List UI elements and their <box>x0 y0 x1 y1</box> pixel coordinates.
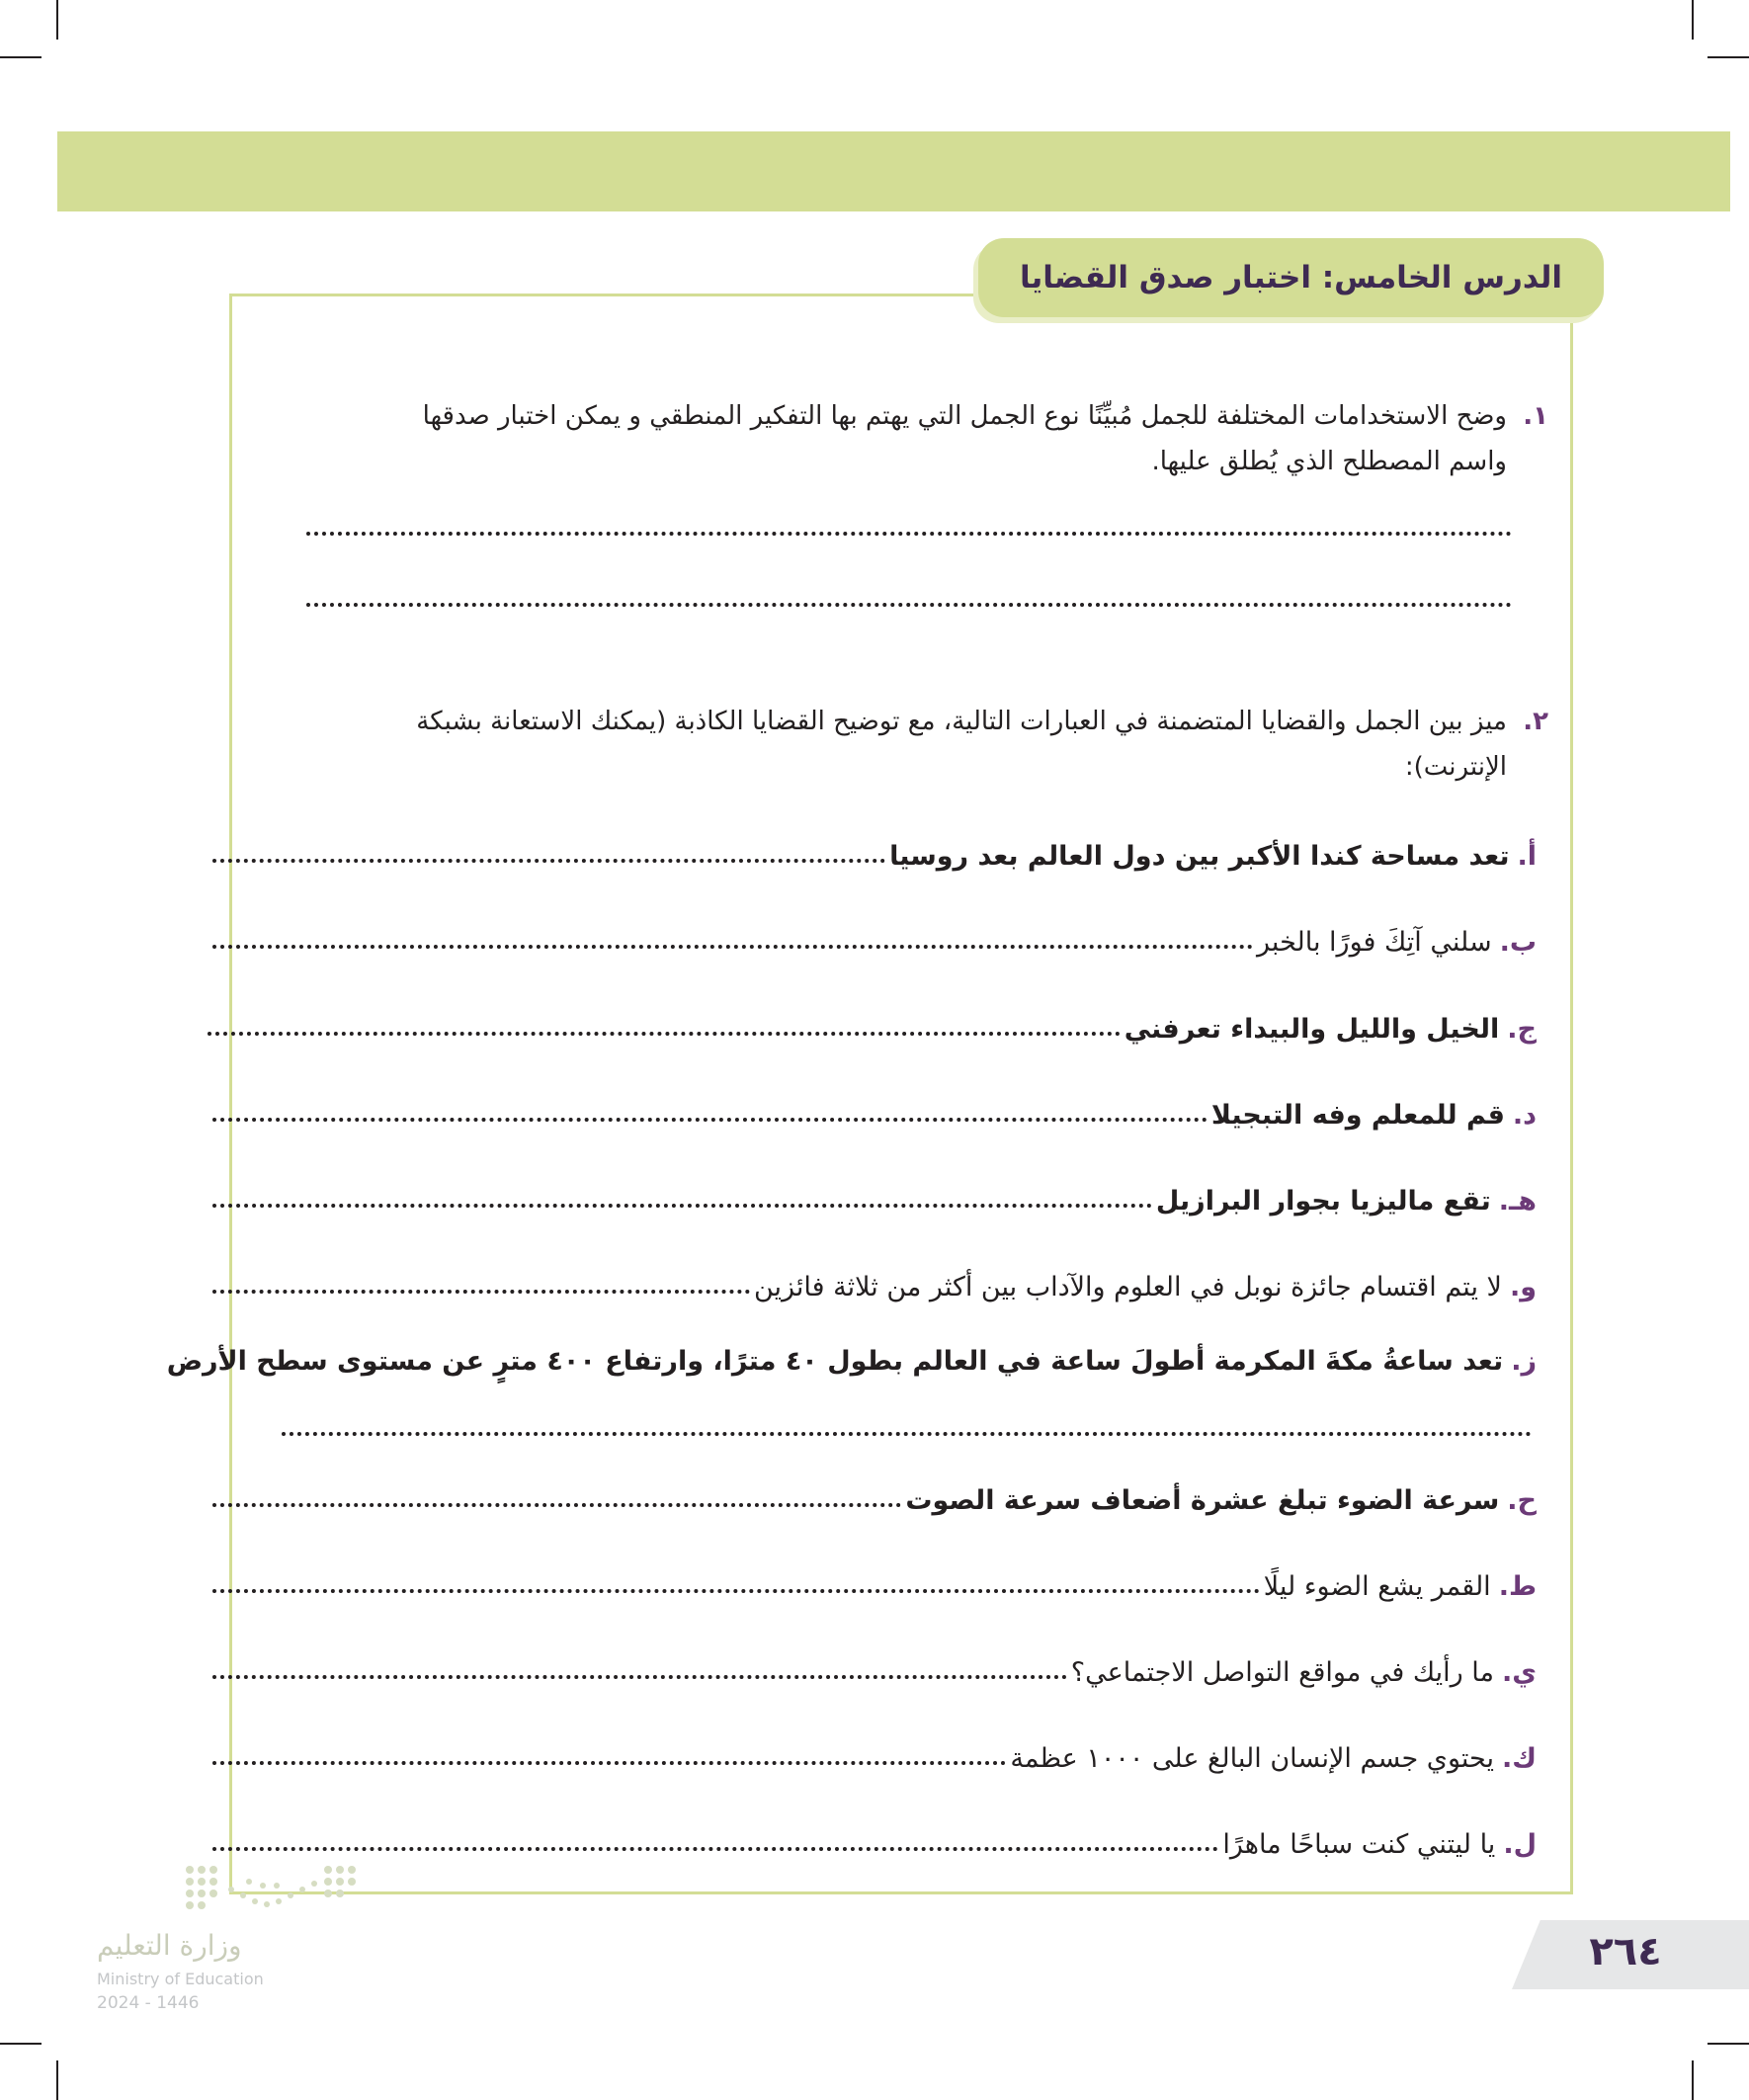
list-item <box>212 828 1537 872</box>
item-letter: ز. <box>1511 1346 1537 1377</box>
crop-mark <box>1707 56 1749 58</box>
item-letter: ك. <box>1501 1743 1537 1774</box>
crop-mark <box>1707 2043 1749 2045</box>
item-letter: ح. <box>1507 1485 1537 1516</box>
item-text: لا يتم اقتسام جائزة نوبل في العلوم والآداب بين أكثر من ثلاثة فائزين <box>753 1272 1502 1302</box>
answer-line[interactable] <box>306 603 1512 607</box>
item-letter: هـ. <box>1498 1186 1537 1217</box>
list-item <box>208 1001 1537 1045</box>
page-number: ٢٦٤ <box>1589 1929 1662 1974</box>
item-text: يا ليتني كنت سباحًا ماهرًا <box>1222 1829 1496 1860</box>
list-item <box>212 1259 1537 1302</box>
answer-line[interactable] <box>282 1432 1532 1436</box>
item-letter: ج. <box>1507 1014 1537 1045</box>
crop-mark <box>1692 2060 1694 2100</box>
crop-mark <box>56 2060 58 2100</box>
lesson-title: الدرس الخامس: اختبار صدق القضايا <box>978 238 1604 317</box>
item-letter: ط. <box>1498 1571 1537 1602</box>
list-item <box>212 1173 1537 1217</box>
item-letter: ي. <box>1501 1657 1537 1688</box>
item-letter: ب. <box>1499 927 1537 958</box>
answer-line[interactable] <box>212 1118 1208 1122</box>
list-item <box>166 1346 1537 1377</box>
list-item <box>212 1472 1537 1516</box>
answer-line[interactable] <box>212 1589 1260 1593</box>
answer-line[interactable] <box>212 1675 1067 1679</box>
list-item <box>212 1644 1537 1688</box>
answer-line[interactable] <box>212 1761 1006 1765</box>
answer-line[interactable] <box>212 945 1253 949</box>
question-2-line-1: ميز بين الجمل والقضايا المتضمنة في العبارات التالية، مع توضيح القضايا الكاذبة (يمكنك الاستعانة بشبكة <box>416 707 1507 736</box>
question-1-line-1: وضح الاستخدامات المختلفة للجمل مُبيِّنًا نوع الجمل التي يهتم بها التفكير المنطقي و يمكن اختبار صدقها <box>422 401 1507 431</box>
answer-line[interactable] <box>208 1032 1121 1036</box>
question-2 <box>299 699 1548 790</box>
item-text: سلني آتِكَ فورًا بالخبر <box>1257 927 1492 958</box>
list-item <box>212 1816 1537 1860</box>
item-text: يحتوي جسم الإنسان البالغ على ١٠٠٠ عظمة <box>1010 1743 1494 1774</box>
list-item <box>212 1087 1537 1131</box>
item-text: تعد مساحة كندا الأكبر بين دول العالم بعد روسيا <box>889 841 1510 872</box>
crop-mark <box>56 0 58 40</box>
question-1 <box>299 393 1548 484</box>
item-letter: أ. <box>1517 841 1537 872</box>
ministry-name-arabic: وزارة التعليم <box>97 1929 242 1962</box>
crop-mark <box>1692 0 1694 40</box>
question-1-line-2: واسم المصطلح الذي يُطلق عليها. <box>1151 447 1507 476</box>
ministry-year: 2024 - 1446 <box>97 1993 200 2013</box>
ministry-name-english: Ministry of Education <box>97 1970 264 1988</box>
list-item <box>212 1730 1537 1774</box>
answer-line[interactable] <box>212 859 885 863</box>
item-text: تعد ساعةُ مكةَ المكرمة أطولَ ساعة في العالم بطول ٤٠ مترًا، وارتفاع ٤٠٠ مترٍ عن مستوى سطح الأرض <box>166 1346 1504 1377</box>
answer-line[interactable] <box>212 1204 1152 1208</box>
crop-mark <box>0 2043 42 2045</box>
item-letter: ل. <box>1503 1829 1537 1860</box>
item-text: تقع ماليزيا بجوار البرازيل <box>1155 1186 1491 1217</box>
list-item <box>212 914 1537 958</box>
list-item <box>212 1558 1537 1602</box>
ministry-logo-icon <box>180 1860 358 1919</box>
question-2-line-2: الإنترنت): <box>1404 752 1507 782</box>
item-letter: د. <box>1512 1100 1537 1131</box>
header-band <box>57 131 1730 211</box>
question-1-number: ١. <box>1523 401 1548 431</box>
answer-line[interactable] <box>212 1503 901 1507</box>
answer-line[interactable] <box>212 1290 750 1294</box>
item-text: ما رأيك في مواقع التواصل الاجتماعي؟ <box>1070 1657 1494 1688</box>
item-text: الخيل والليل والبيداء تعرفني <box>1124 1014 1500 1045</box>
answer-line[interactable] <box>306 532 1512 536</box>
item-text: القمر يشع الضوء ليلًا <box>1263 1571 1491 1602</box>
answer-line[interactable] <box>212 1847 1218 1851</box>
item-text: سرعة الضوء تبلغ عشرة أضعاف سرعة الصوت <box>905 1485 1500 1516</box>
crop-mark <box>0 56 42 58</box>
item-letter: و. <box>1509 1272 1537 1302</box>
item-text: قم للمعلم وفه التبجيلا <box>1210 1100 1505 1131</box>
question-2-number: ٢. <box>1523 707 1548 736</box>
